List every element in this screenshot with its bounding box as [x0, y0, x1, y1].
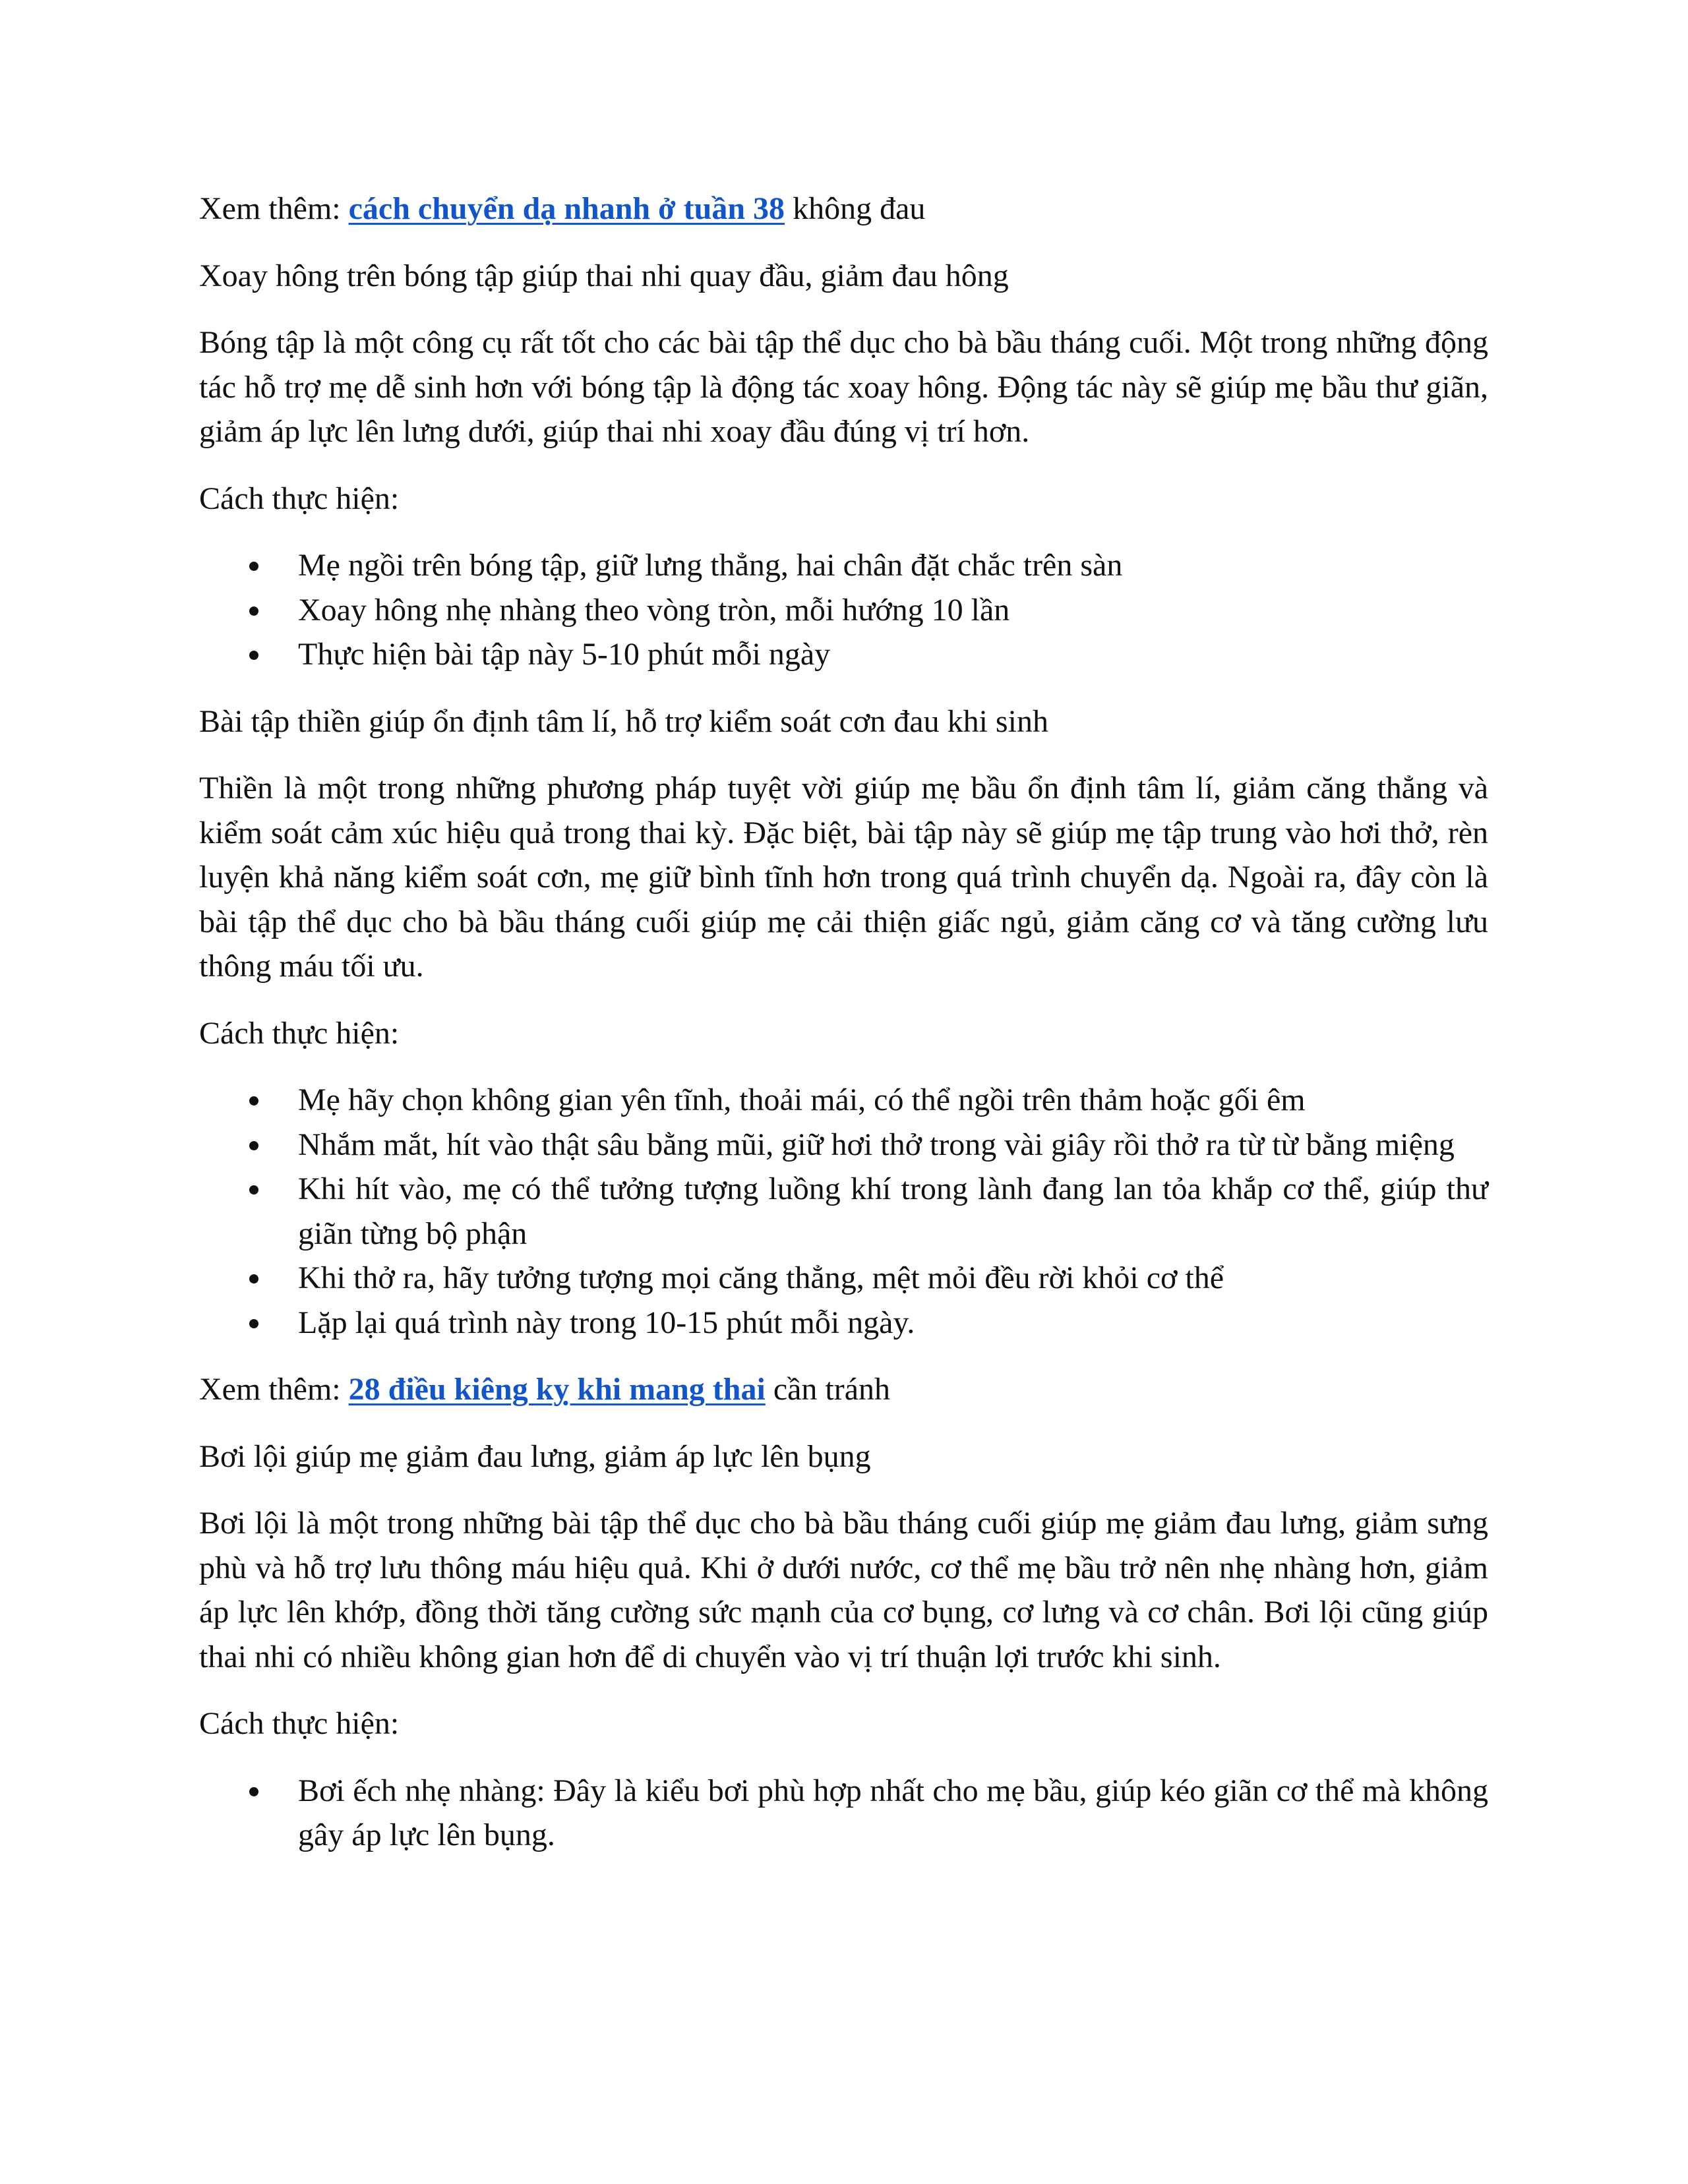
bullet-icon — [249, 1787, 258, 1796]
body-paragraph: Bóng tập là một công cụ rất tốt cho các bài tập thể dục cho bà bầu tháng cuối. Một trong những động tác hỗ trợ mẹ dễ sinh hơn với bóng tập là động tác xoay hông. Động tác này sẽ giúp mẹ bầu thư giãn, giảm áp lực lên lưng dưới, giúp thai nhi xoay đầu đúng vị trí hơn. — [199, 325, 1488, 449]
see-more-link[interactable]: 28 điều kiêng kỵ khi mang thai — [348, 1372, 766, 1407]
list-item-text: Thực hiện bài tập này 5-10 phút mỗi ngày — [298, 637, 831, 672]
list-item-text: Lặp lại quá trình này trong 10-15 phút mỗi ngày. — [298, 1305, 915, 1340]
list-item — [199, 1167, 1488, 1256]
body-paragraph: Bơi lội là một trong những bài tập thể dục cho bà bầu tháng cuối giúp mẹ giảm đau lưng, giảm sưng phù và hỗ trợ lưu thông máu hiệu quả. Khi ở dưới nước, cơ thể mẹ bầu trở nên nhẹ nhàng hơn, giảm áp lực lên khớp, đồng thời tăng cường sức mạnh của cơ bụng, cơ lưng và cơ chân. Bơi lội cũng giúp thai nhi có nhiều không gian hơn để di chuyển vào vị trí thuận lợi trước khi sinh. — [199, 1506, 1488, 1674]
list-item — [199, 1123, 1488, 1167]
see-more-prefix: Xem thêm: — [199, 191, 349, 226]
bullet-icon — [249, 1141, 258, 1150]
list-item — [199, 1256, 1488, 1301]
list-item — [199, 632, 1488, 677]
see-more-link[interactable]: cách chuyển dạ nhanh ở tuần 38 — [348, 191, 785, 226]
bullet-list — [199, 1078, 1488, 1345]
section-heading: Bơi lội giúp mẹ giảm đau lưng, giảm áp lực lên bụng — [199, 1438, 871, 1474]
see-more-line — [199, 187, 1488, 231]
section-heading: Xoay hông trên bóng tập giúp thai nhi quay đầu, giảm đau hông — [199, 258, 1009, 293]
list-item — [199, 1769, 1488, 1858]
bullet-icon — [249, 1096, 258, 1106]
see-more-line — [199, 1367, 1488, 1412]
bullet-icon — [249, 606, 258, 616]
bullet-icon — [249, 1274, 258, 1284]
list-item-text: Bơi ếch nhẹ nhàng: Đây là kiểu bơi phù hợp nhất cho mẹ bầu, giúp kéo giãn cơ thể mà không gây áp lực lên bụng. — [298, 1773, 1488, 1852]
list-item-text: Nhắm mắt, hít vào thật sâu bằng mũi, giữ hơi thở trong vài giây rồi thở ra từ từ bằng miệng — [298, 1127, 1455, 1162]
see-more-suffix: không đau — [785, 191, 926, 226]
instructions-label: Cách thực hiện: — [199, 1015, 400, 1051]
see-more-suffix: cần tránh — [765, 1372, 891, 1407]
section-heading: Bài tập thiền giúp ổn định tâm lí, hỗ trợ kiểm soát cơn đau khi sinh — [199, 703, 1048, 739]
list-item-text: Khi hít vào, mẹ có thể tưởng tượng luồng khí trong lành đang lan tỏa khắp cơ thể, giúp thư giãn từng bộ phận — [298, 1171, 1488, 1251]
see-more-prefix: Xem thêm: — [199, 1372, 349, 1407]
bullet-list — [199, 543, 1488, 677]
list-item-text: Mẹ ngồi trên bóng tập, giữ lưng thẳng, hai chân đặt chắc trên sàn — [298, 548, 1123, 583]
list-item-text: Mẹ hãy chọn không gian yên tĩnh, thoải mái, có thể ngồi trên thảm hoặc gối êm — [298, 1082, 1306, 1117]
body-paragraph: Thiền là một trong những phương pháp tuyệt vời giúp mẹ bầu ổn định tâm lí, giảm căng thẳng và kiểm soát cảm xúc hiệu quả trong thai kỳ. Đặc biệt, bài tập này sẽ giúp mẹ tập trung vào hơi thở, rèn luyện khả năng kiểm soát cơn, mẹ giữ bình tĩnh hơn trong quá trình chuyển dạ. Ngoài ra, đây còn là bài tập thể dục cho bà bầu tháng cuối giúp mẹ cải thiện giấc ngủ, giảm căng cơ và tăng cường lưu thông máu tối ưu. — [199, 771, 1488, 984]
bullet-icon — [249, 562, 258, 571]
list-item — [199, 588, 1488, 633]
list-item — [199, 543, 1488, 588]
bullet-icon — [249, 1185, 258, 1195]
list-item — [199, 1301, 1488, 1345]
bullet-list — [199, 1769, 1488, 1858]
list-item-text: Khi thở ra, hãy tưởng tượng mọi căng thẳng, mệt mỏi đều rời khỏi cơ thể — [298, 1260, 1224, 1295]
document-page — [199, 187, 1488, 1880]
list-item — [199, 1078, 1488, 1123]
bullet-icon — [249, 651, 258, 660]
instructions-label: Cách thực hiện: — [199, 1706, 400, 1741]
instructions-label: Cách thực hiện: — [199, 481, 400, 516]
list-item-text: Xoay hông nhẹ nhàng theo vòng tròn, mỗi hướng 10 lần — [298, 592, 1010, 628]
bullet-icon — [249, 1319, 258, 1328]
